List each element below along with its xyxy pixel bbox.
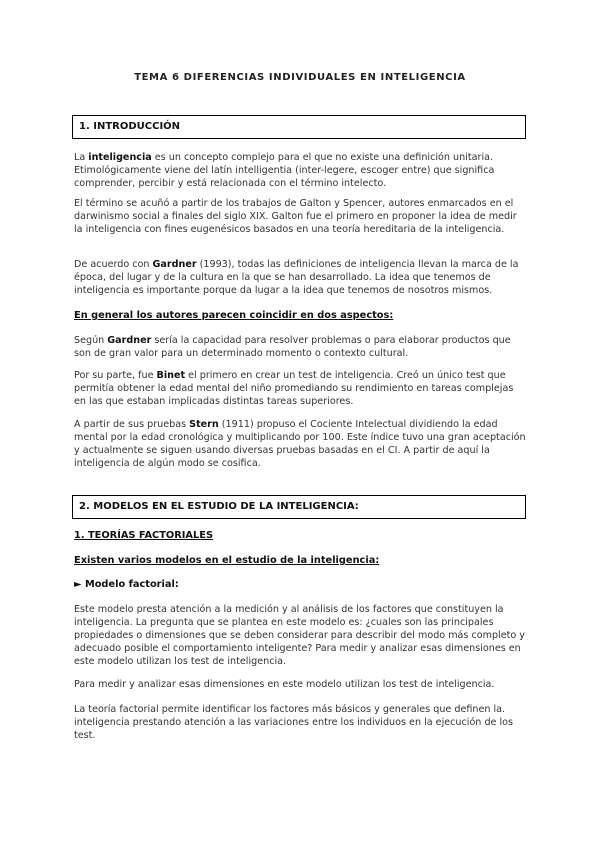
subheading-dos-aspectos: En general los autores parecen coincidir en dos aspectos:	[74, 310, 394, 321]
subheading-teorias-factoriales: 1. TEORÍAS FACTORIALES	[74, 530, 214, 541]
paragraph-modelo-factorial: Este modelo presta atención a la medición y al análisis de los factores que constituyen la inteligencia. La pregunta que se plantea en este modelo es: ¿cuales son las principales propiedades o dimensiones que se deben considerar para describir del modo más completo y adecuado posible el comportamiento inteligente? Para medir y analizar esas dimensiones en este modelo utilizan los test de inteligencia.	[74, 604, 525, 667]
bullet-heading-modelo-factorial: ► Modelo factorial:	[74, 579, 179, 590]
subheading-varios-modelos: Existen varios modelos en el estudio de la inteligencia:	[74, 555, 380, 566]
section-heading-modelos: 2. MODELOS EN EL ESTUDIO DE LA INTELIGENCIA:	[72, 495, 526, 519]
paragraph-gardner-definiciones: De acuerdo con Gardner (1993), todas las definiciones de inteligencia llevan la marca de la época, del lugar y de la cultura en la que se han desarrollado. La idea que tenemos de inteligencia es importante porque da lugar a la idea que tenemos de nosotros mismos.	[74, 259, 519, 296]
paragraph-teoria-factorial: La teoría factorial permite identificar los factores más básicos y generales que definen la. inteligencia prestando atención a las variaciones entre los individuos en la ejecución de los test.	[74, 704, 514, 741]
paragraph-medir-dimensiones: Para medir y analizar esas dimensiones en este modelo utilizan los test de inteligencia.	[74, 679, 495, 690]
term-inteligencia: inteligencia	[88, 152, 152, 163]
term-gardner-2: Gardner	[107, 335, 152, 346]
document-title: TEMA 6 DIFERENCIAS INDIVIDUALES EN INTELIGENCIA	[134, 72, 466, 83]
term-binet: Binet	[156, 370, 186, 381]
paragraph-binet: Por su parte, fue Binet el primero en crear un test de inteligencia. Creó un único test que permitía obtener la edad mental del niño promediando su rendimiento en tareas complejas en las que estaban implicadas distintas tareas superiores.	[74, 370, 514, 407]
paragraph-gardner-capacidad: Según Gardner sería la capacidad para resolver problemas o para elaborar productos que son de gran valor para un determinado momento o contexto cultural.	[74, 335, 511, 359]
term-stern: Stern	[189, 419, 219, 430]
paragraph-inteligencia-definicion: La inteligencia es un concepto complejo para el que no existe una definición unitaria. Etimológicamente viene del latín intelligentia (inter-legere, escoger entre) que significa comprender, percibir y está relacionada con el término intelecto.	[74, 152, 495, 189]
section-heading-introduccion: 1. INTRODUCCIÓN	[72, 115, 526, 139]
paragraph-galton-spencer: El término se acuñó a partir de los trabajos de Galton y Spencer, autores enmarcados en el darwinismo social a finales del siglo XIX. Galton fue el primero en proponer la idea de medir la inteligencia con fines eugenésicos basados en una teoría hereditaria de la inteligencia.	[74, 198, 517, 235]
term-gardner: Gardner	[152, 259, 197, 270]
paragraph-stern: A partir de sus pruebas Stern (1911) propuso el Cociente Intelectual dividiendo la edad mental por la edad cronológica y multiplicando por 100. Este índice tuvo una gran aceptación y actualmente se siguen usando diversas pruebas basadas en el CI. A partir de aquí la inteligencia de algún modo se cosifica.	[74, 419, 526, 469]
